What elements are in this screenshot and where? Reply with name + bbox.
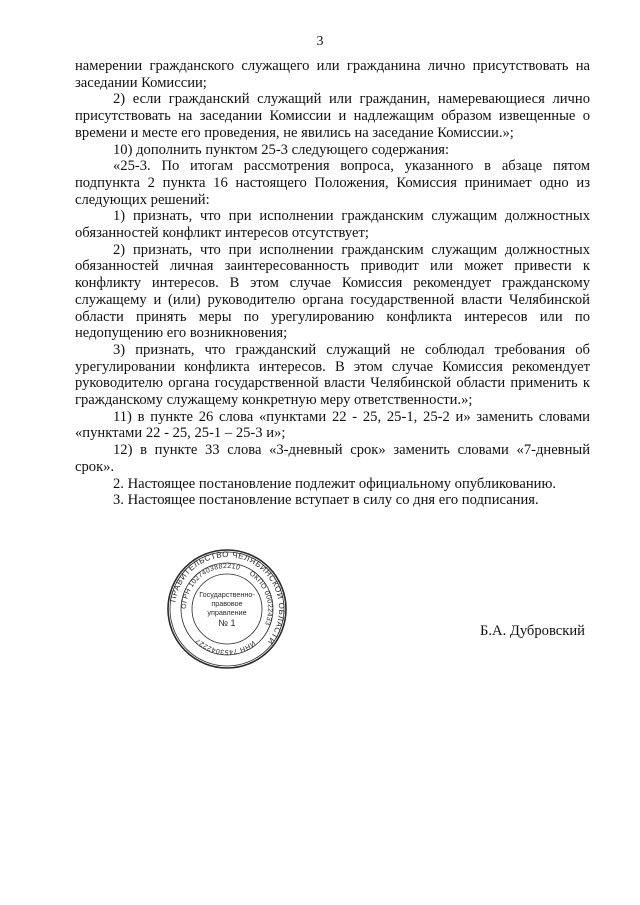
stamp-ogrn-text: ОГРН 1027403882210 [180, 562, 241, 610]
stamp-center-line: № 1 [218, 618, 236, 628]
stamp-center-line: Государственно- [199, 590, 255, 599]
stamp-center-line: правовое [211, 599, 243, 608]
paragraph: 2) если гражданский служащий или гражданин, намеревающиеся лично присутствовать на заседании Комиссии и надлежащим образом извещенные о времени и месте его проведения, не явились на заседание Комиссии.»; [75, 91, 590, 141]
paragraph: 2) признать, что при исполнении гражданским служащим должностных обязанностей личная заинтересованность приводит или может привести к конфликту интересов. В этом случае Комиссия рекомендует гражданскому служащему и (или) руководителю органа государственной власти Челябинской области принять меры по урегулированию конфликта интересов или по недопущению его возникновения; [75, 241, 590, 342]
paragraph: 2. Настоящее постановление подлежит официальному опубликованию. [113, 475, 557, 492]
paragraph: «25-3. По итогам рассмотрения вопроса, указанного в абзаце пятом подпункта 2 пункта 16 настоящего Положения, Комиссия принимает одно из следующих решений: [75, 158, 590, 208]
page-number: 3 [316, 34, 324, 49]
official-stamp [166, 548, 288, 670]
paragraph: 12) в пункте 33 слова «3-дневный срок» заменить словами «7-дневный срок». [75, 442, 590, 475]
paragraph: 11) в пункте 26 слова «пунктами 22 - 25, 25-1, 25-2 и» заменить словами «пунктами 22 - 25, 25-1 – 25-3 и»; [75, 408, 590, 442]
document-body [75, 58, 590, 509]
paragraph: намерении гражданского служащего или гражданина лично присутствовать на заседании Комиссии; [75, 58, 590, 91]
paragraph: 3) признать, что гражданский служащий не соблюдал требования об урегулировании конфликта интересов. В этом случае Комиссия рекомендует руководителю органа государственной власти Челябинской области применить к гражданскому служащему конкретную меру ответственности.»; [75, 341, 590, 409]
paragraph: 1) признать, что при исполнении гражданским служащим должностных обязанностей конфликт интересов отсутствует; [75, 208, 590, 242]
paragraph: 10) дополнить пунктом 25-3 следующего содержания: [113, 141, 450, 158]
signature-name: Б.А. Дубровский [480, 623, 585, 639]
svg-text:ИНН 7453042227 [195, 637, 256, 655]
stamp-center-line: управление [207, 608, 247, 617]
stamp-inn-text: ИНН 7453042227 [194, 636, 257, 656]
paragraph: 3. Настоящее постановление вступает в силу со дня его подписания. [113, 492, 539, 509]
stamp-outer-text: ПРАВИТЕЛЬСТВО ЧЕЛЯБИНСКОЙ ОБЛАСТИ [168, 549, 287, 647]
stamp-okpo-text: ОКПО 00022433 [247, 570, 274, 627]
